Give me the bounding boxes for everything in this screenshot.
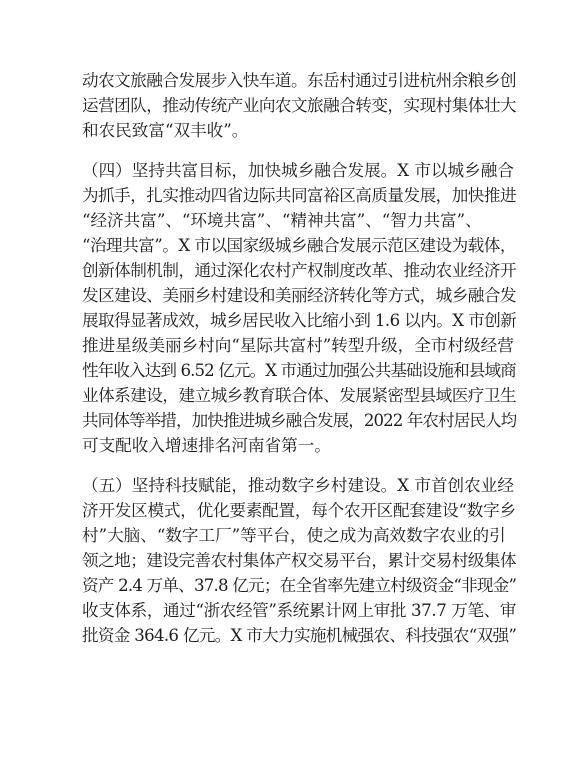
text-line: 动农文旅融合发展步入快车道。东岳村通过引进杭州余粮乡创	[82, 71, 516, 90]
text-line: 业体系建设，建立城乡教育联合体、发展紧密型县域医疗卫生	[82, 386, 516, 405]
text-line: 共同体等举措，加快推进城乡融合发展，2022 年农村居民人均	[82, 411, 516, 430]
text-line: 运营团队，推动传统产业向农文旅融合转变，实现村集体壮大	[82, 96, 516, 115]
text-line: 可支配收入增速排名河南省第一。	[82, 436, 331, 455]
text-line: “经济共富”、“环境共富”、“精神共富”、“智力共富”、	[82, 211, 482, 230]
paragraph-gap	[82, 458, 516, 473]
text-line: 村”大脑、“数字工厂”等平台，使之成为高效数字农业的引	[82, 526, 506, 545]
text-line: （四）坚持共富目标，加快城乡融合发展。X 市以城乡融合	[82, 161, 514, 180]
text-line: 创新体制机制，通过深化农村产权制度改革、推动农业经济开	[82, 261, 516, 280]
text-line: 发区建设、美丽乡村建设和美丽经济转化等方式，城乡融合发	[82, 286, 516, 305]
paragraph-section-five	[82, 473, 516, 648]
text-line: 领之地；建设完善农村集体产权交易平台，累计交易村级集体	[82, 551, 516, 570]
text-line: 济开发区模式，优化要素配置，每个农开区配套建设“数字乡	[82, 501, 516, 520]
text-line: 收支体系，通过“浙农经管”系统累计网上审批 37.7 万笔、审	[82, 601, 516, 620]
text-line: 和农民致富“双丰收”。	[82, 121, 249, 140]
text-line: 展取得显著成效，城乡居民收入比缩小到 1.6 以内。X 市创新	[82, 311, 516, 330]
document-body	[82, 68, 516, 648]
text-line: 批资金 364.6 亿元。X 市大力实施机械强农、科技强农“双强”	[82, 626, 516, 645]
paragraph-section-four	[82, 158, 516, 458]
text-line: 推进星级美丽乡村向“星际共富村”转型升级，全市村级经营	[82, 336, 514, 355]
paragraph-dongyue-village	[82, 68, 516, 143]
text-line: 为抓手，扎实推动四省边际共同富裕区高质量发展，加快推进	[82, 186, 516, 205]
text-line: 性年收入达到 6.52 亿元。X 市通过加强公共基础设施和县域商	[82, 361, 516, 380]
paragraph-gap	[82, 143, 516, 158]
text-line: 资产 2.4 万单、37.8 亿元；在全省率先建立村级资金“非现金”	[82, 576, 516, 595]
text-line: “治理共富”。X 市以国家级城乡融合发展示范区建设为载体，	[82, 236, 516, 255]
text-line: （五）坚持科技赋能，推动数字乡村建设。X 市首创农业经	[82, 476, 514, 495]
